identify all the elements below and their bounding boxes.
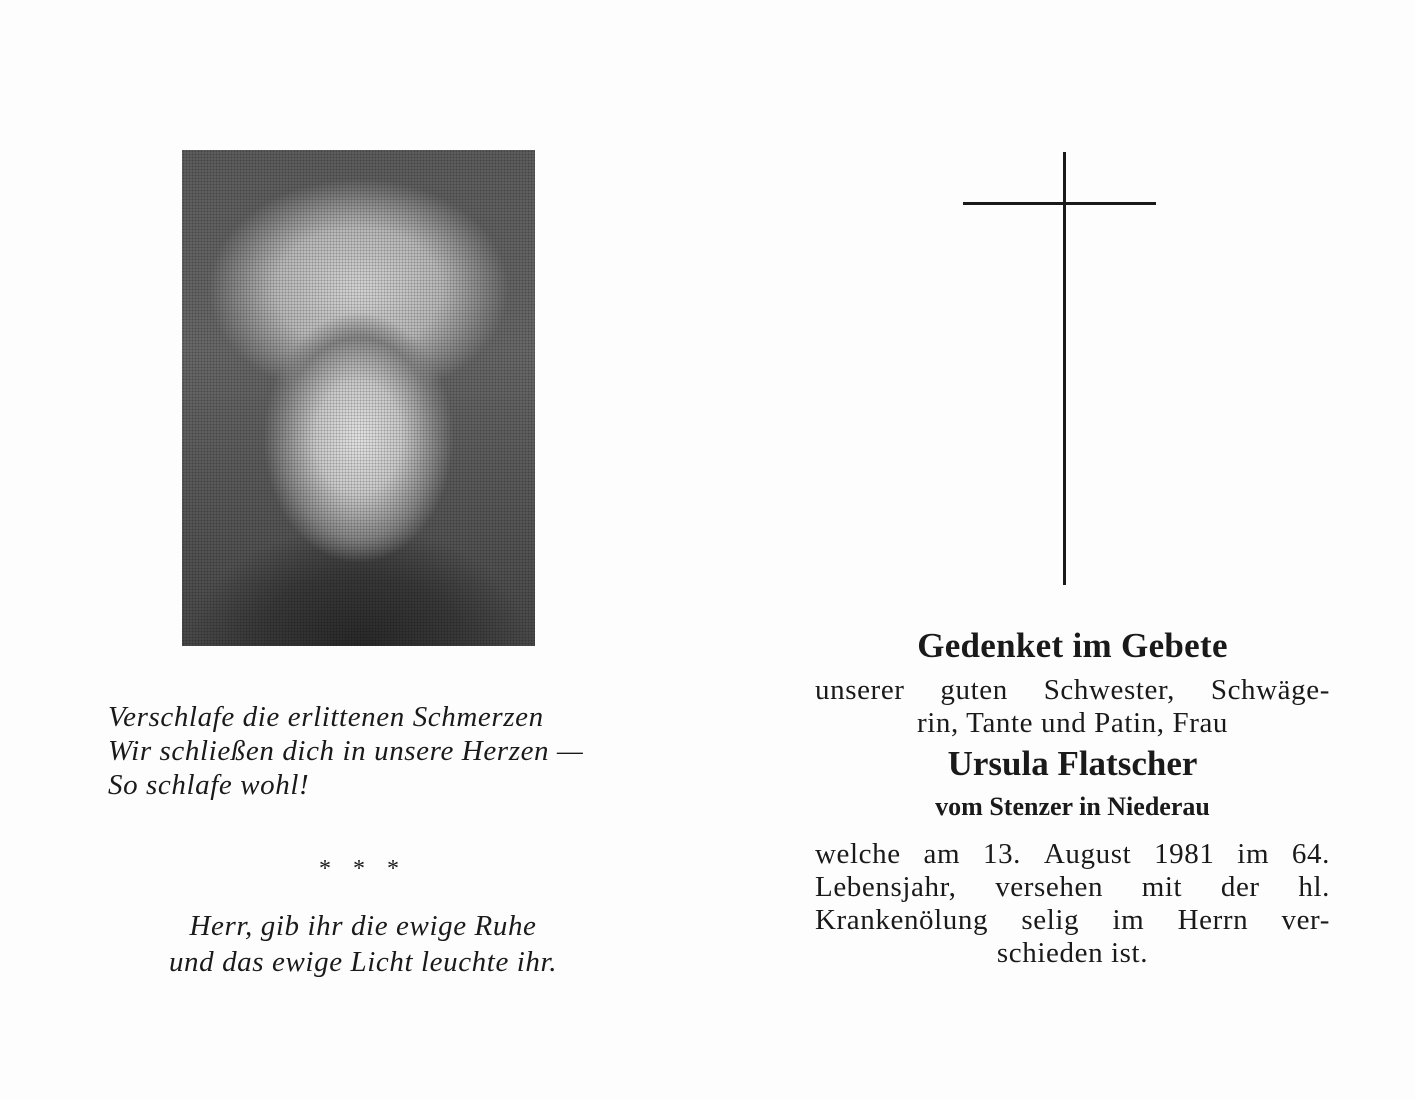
word: versehen bbox=[995, 871, 1104, 903]
word: welche bbox=[815, 838, 901, 870]
poem-line-1: Verschlafe die erlittenen Schmerzen bbox=[108, 701, 544, 733]
word: Krankenölung bbox=[815, 904, 989, 936]
word: Schwäge- bbox=[1210, 674, 1330, 706]
body-line-4: schieden ist. bbox=[996, 937, 1149, 969]
word: selig bbox=[1021, 904, 1080, 936]
word: guten bbox=[940, 674, 1008, 706]
poem-line-2: Wir schließen dich in unsere Herzen — bbox=[108, 735, 584, 767]
deceased-name: Ursula Flatscher bbox=[947, 744, 1198, 783]
notice-body bbox=[815, 838, 1330, 970]
prayer-line-2: und das ewige Licht leuchte ihr. bbox=[168, 946, 558, 978]
word: Lebensjahr, bbox=[815, 871, 957, 903]
poem-line-3: So schlafe wohl! bbox=[108, 769, 310, 801]
word: im bbox=[1112, 904, 1145, 936]
intro-line-2: rin, Tante und Patin, Frau bbox=[916, 707, 1229, 739]
prayer-verse bbox=[108, 908, 618, 980]
body-line-3 bbox=[815, 904, 1330, 937]
word: 13. bbox=[982, 838, 1022, 870]
word: August bbox=[1043, 838, 1132, 870]
word: am bbox=[923, 838, 961, 870]
cross-icon-horizontal bbox=[963, 202, 1156, 205]
word: 64. bbox=[1291, 838, 1330, 870]
halftone-texture bbox=[182, 150, 535, 646]
word: ver- bbox=[1281, 904, 1330, 936]
cross-icon-vertical bbox=[1063, 152, 1066, 585]
word: Schwester, bbox=[1043, 674, 1175, 706]
portrait-photo bbox=[182, 150, 535, 646]
word: Herrn bbox=[1177, 904, 1249, 936]
body-line-1 bbox=[815, 838, 1330, 871]
word: der bbox=[1220, 871, 1260, 903]
word: im bbox=[1237, 838, 1270, 870]
word: hl. bbox=[1298, 871, 1330, 903]
separator-stars: * * * bbox=[319, 856, 407, 882]
body-line-2 bbox=[815, 871, 1330, 904]
word: unserer bbox=[815, 674, 905, 706]
poem-verse bbox=[108, 700, 628, 802]
notice-intro bbox=[815, 674, 1330, 740]
intro-line-1 bbox=[815, 674, 1330, 707]
notice-heading: Gedenket im Gebete bbox=[917, 626, 1228, 665]
prayer-line-1: Herr, gib ihr die ewige Ruhe bbox=[189, 910, 537, 942]
word: mit bbox=[1141, 871, 1183, 903]
word: 1981 bbox=[1154, 838, 1215, 870]
deceased-origin: vom Stenzer in Niederau bbox=[935, 792, 1210, 821]
